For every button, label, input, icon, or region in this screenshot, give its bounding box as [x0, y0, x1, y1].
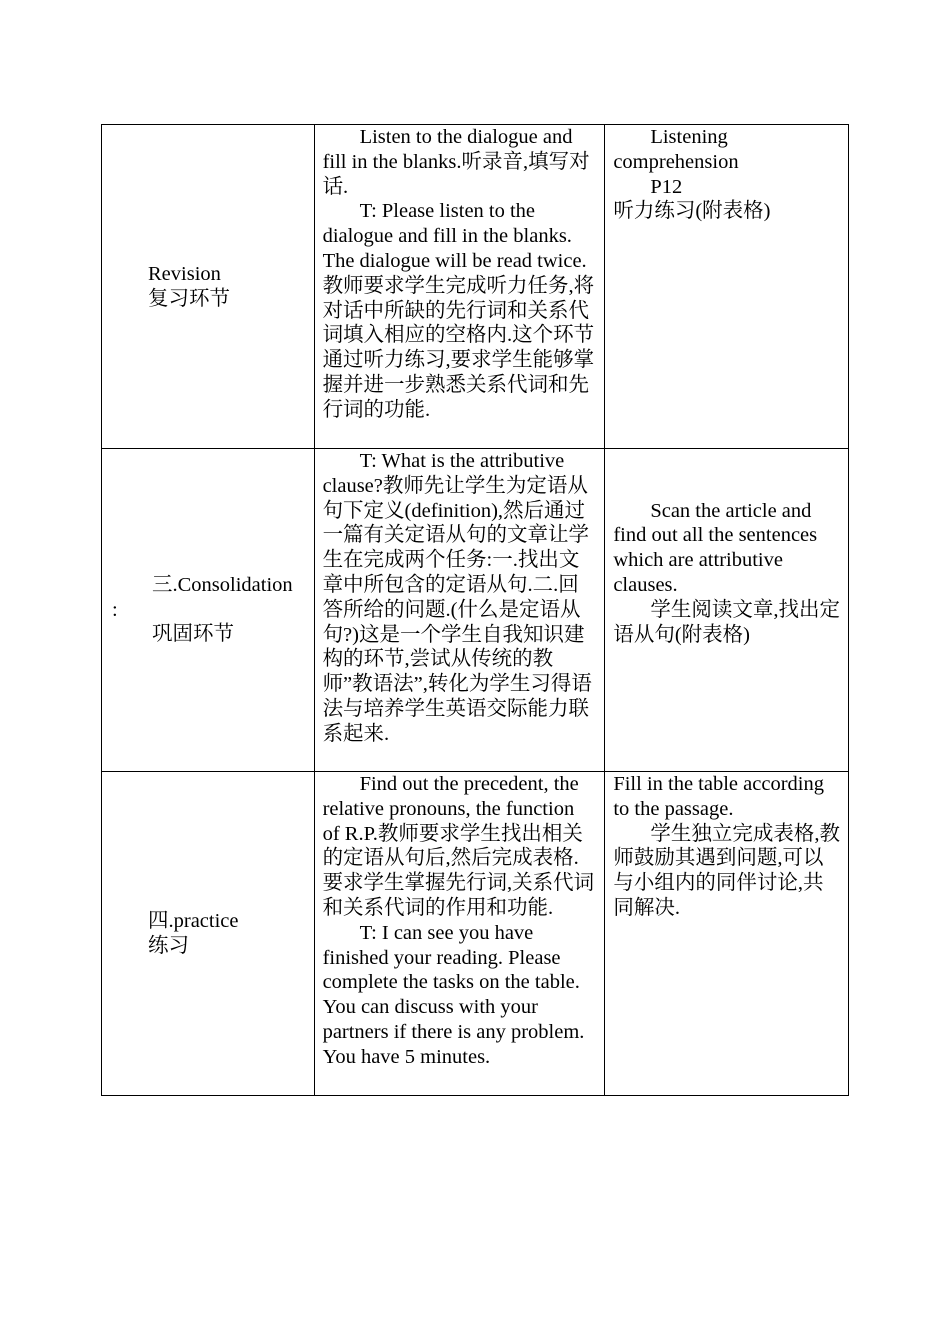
stage-label	[122, 573, 293, 647]
student-cell	[605, 125, 849, 449]
student-paragraph: Scan the article and find out all the sentences which are attributive clauses.	[613, 499, 818, 596]
row-marker: :	[112, 598, 118, 621]
activity-paragraph: Listen to the dialogue and fill in the blanks.听录音,填写对话.	[322, 126, 590, 198]
stage-en: 三.Consolidation	[152, 573, 293, 596]
stage-cell	[102, 125, 315, 449]
student-paragraph: P12	[650, 175, 683, 198]
stage-cell	[102, 772, 315, 1096]
student-paragraph: 学生阅读文章,找出定语从句(附表格)	[613, 598, 840, 646]
stage-zh: 练习	[148, 934, 189, 957]
stage-label	[108, 909, 308, 959]
student-paragraph: 听力练习(附表格)	[613, 200, 771, 223]
activity-cell	[314, 449, 605, 772]
student-paragraph: Fill in the table according to the passage.	[613, 773, 824, 820]
activity-paragraph: Find out the precedent, the relative pronouns, the function of R.P.教师要求学生找出相关的定语从句后,然后完成表格.要求学生掌握先行词,关系代词和关系代词的作用和功能.	[322, 773, 595, 919]
table-row-consolidation	[102, 449, 849, 772]
student-paragraph: Listening comprehension	[613, 126, 739, 173]
activity-paragraph: T: What is the attributive clause?教师先让学生为定语从句下定义(definition),然后通过一篇有关定语从句的文章让学生在完成两个任务:一.找出文章中所包含的定语从句.二.回答所给的问题.(什么是定语从句?)这是一个学生自我知识建构的环节,尝试从传统的教师”教语法”,转化为学生习得语法与培养学生英语交际能力联系起来.	[322, 450, 592, 745]
student-paragraph: 学生独立完成表格,教师鼓励其遇到问题,可以与小组内的同伴讨论,共同解决.	[613, 822, 840, 919]
stage-zh: 巩固环节	[152, 623, 234, 646]
activity-cell	[314, 772, 605, 1096]
stage-en: 四.practice	[148, 909, 239, 932]
activity-cell	[314, 125, 605, 449]
stage-zh: 复习环节	[148, 287, 230, 310]
activity-paragraph: T: I can see you have finished your reading. Please complete the tasks on the table. You can discuss with your partners if there is any problem. You have 5 minutes.	[322, 921, 585, 1068]
stage-en: Revision	[148, 262, 221, 285]
activity-paragraph: T: Please listen to the dialogue and fill in the blanks. The dialogue will be read twice.教师要求学生完成听力任务,将对话中所缺的先行词和关系代词填入相应的空格内.这个环节通过听力练习,要求学生能够掌握并进一步熟悉关系代词和先行词的功能.	[322, 200, 595, 421]
stage-label	[108, 262, 308, 312]
student-cell	[605, 772, 849, 1096]
student-cell	[605, 449, 849, 772]
lesson-plan-table	[101, 124, 849, 1096]
table-row-practice	[102, 772, 849, 1096]
table-row-revision	[102, 125, 849, 449]
stage-cell	[102, 449, 315, 772]
